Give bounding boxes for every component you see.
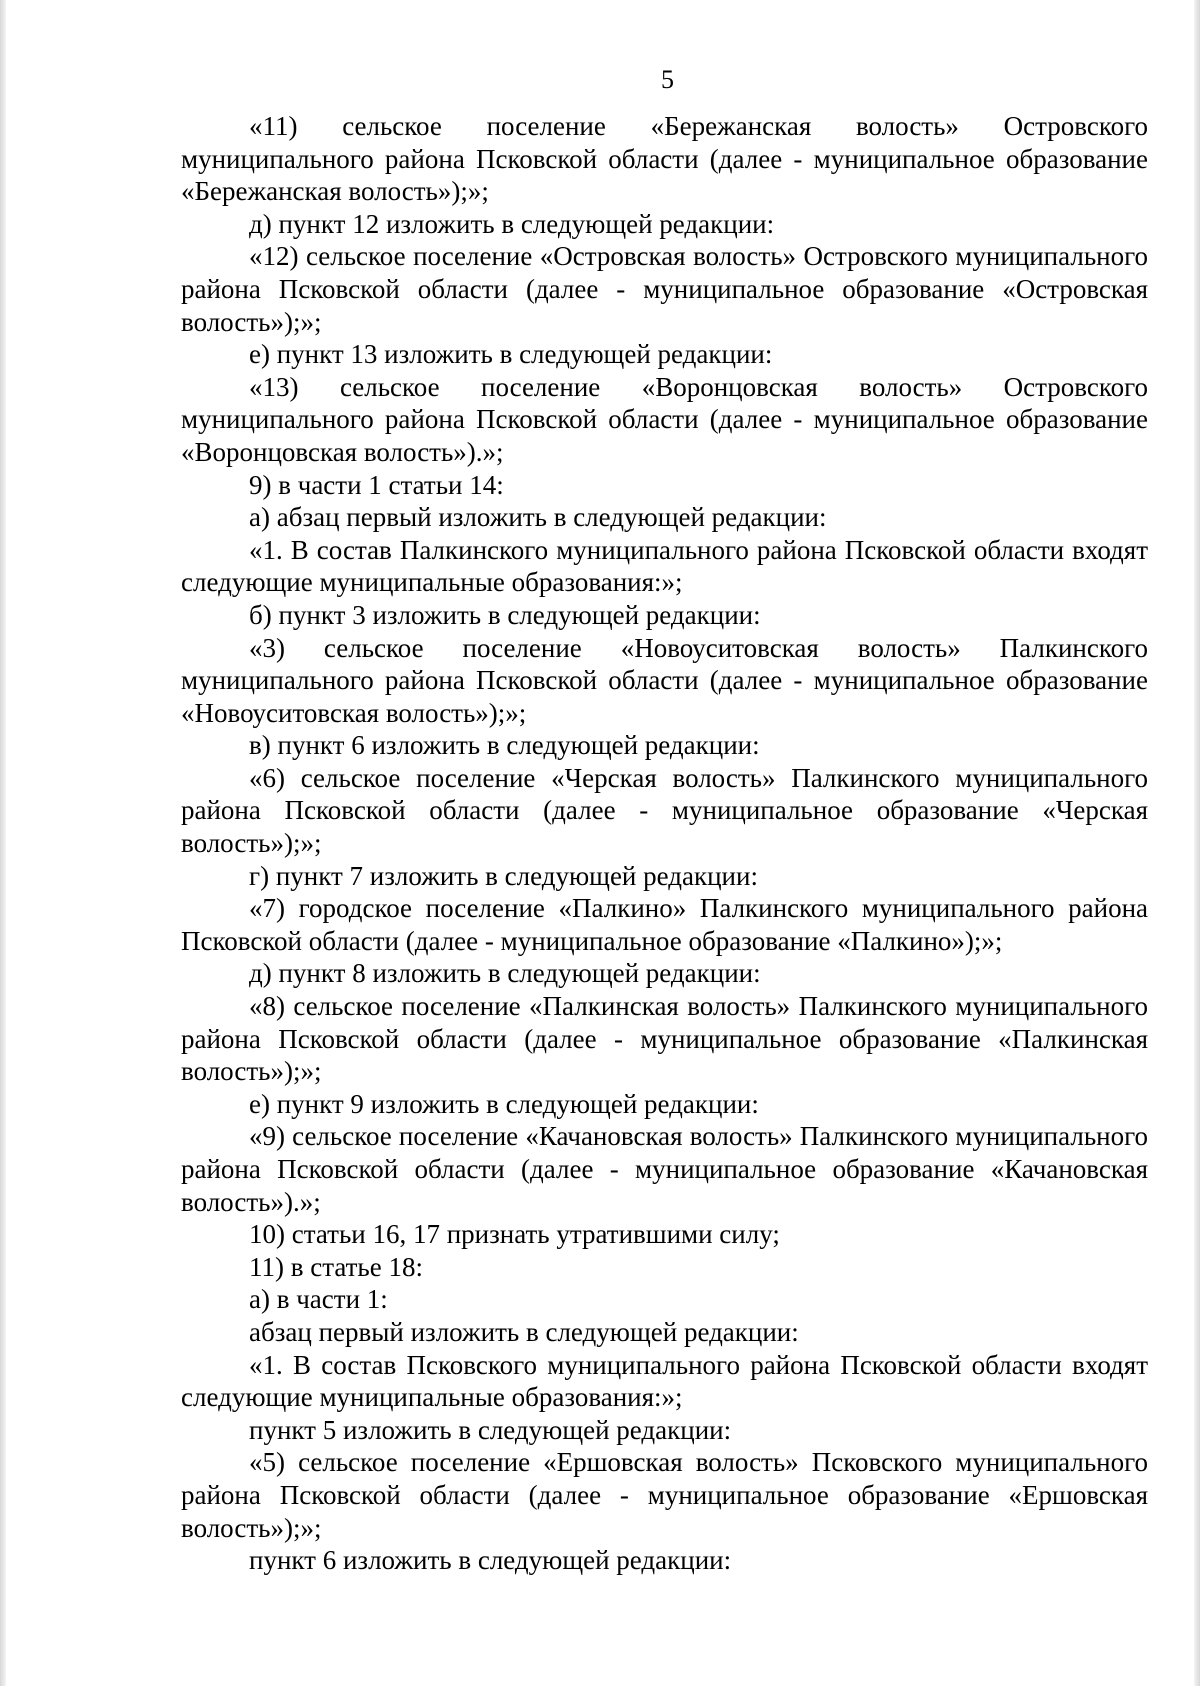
paragraph: пункт 5 изложить в следующей редакции: [249,1414,732,1445]
paragraph: «1. В состав Псковского муниципального района Псковской области входят следующие муниципальные образования:»; [181,1349,1148,1413]
paragraph: е) пункт 13 изложить в следующей редакции: [249,339,773,370]
paragraph: д) пункт 12 изложить в следующей редакции: [249,208,775,239]
page-number: 5 [661,65,674,94]
paragraph: «5) сельское поселение «Ершовская волость» Псковского муниципального района Псковской области (далее - муниципальное образование «Ершовская волость»);»; [181,1447,1148,1543]
paragraph: «6) сельское поселение «Черская волость» Палкинского муниципального района Псковской области (далее - муниципальное образование «Черская волость»);»; [181,762,1148,859]
paragraph: «12) сельское поселение «Островская волость» Островского муниципального района Псковской области (далее - муниципальное образование «Островская волость»);»; [181,241,1148,337]
paragraph: б) пункт 3 изложить в следующей редакции: [249,599,761,630]
paragraph: «3) сельское поселение «Новоуситовская волость» Палкинского муниципального района Псковской области (далее - муниципальное образование «Новоуситовская волость»);»; [181,632,1148,728]
paragraph: а) в части 1: [249,1284,388,1315]
scan-edge-left [0,0,6,1686]
paragraph: абзац первый изложить в следующей редакции: [249,1316,799,1347]
paragraph: пункт 6 изложить в следующей редакции: [249,1545,732,1576]
paragraph: д) пункт 8 изложить в следующей редакции: [249,958,761,989]
paragraph: «8) сельское поселение «Палкинская волость» Палкинского муниципального района Псковской области (далее - муниципальное образование «Палкинская волость»);»; [181,991,1148,1087]
document-body [181,110,1148,1577]
paragraph: а) абзац первый изложить в следующей редакции: [249,502,827,533]
scan-edge-right [1194,0,1200,1686]
paragraph: 10) статьи 16, 17 признать утратившими силу; [249,1219,780,1250]
paragraph: е) пункт 9 изложить в следующей редакции: [249,1088,759,1119]
paragraph: «11) сельское поселение «Бережанская волость» Островского муниципального района Псковской области (далее - муниципальное образование «Бережанская волость»);»; [181,111,1148,207]
paragraph: 11) в статье 18: [249,1251,423,1282]
paragraph: в) пункт 6 изложить в следующей редакции: [249,730,760,761]
paragraph: «13) сельское поселение «Воронцовская волость» Островского муниципального района Псковской области (далее - муниципальное образование «Воронцовская волость»).»; [181,371,1148,467]
paragraph: г) пункт 7 изложить в следующей редакции: [249,860,758,891]
paragraph: «1. В состав Палкинского муниципального района Псковской области входят следующие муниципальные образования:»; [181,534,1148,598]
paragraph: 9) в части 1 статьи 14: [249,469,504,500]
paragraph: «7) городское поселение «Палкино» Палкинского муниципального района Псковской области (далее - муниципальное образование «Палкино»);»; [181,893,1148,956]
paragraph: «9) сельское поселение «Качановская волость» Палкинского муниципального района Псковской области (далее - муниципальное образование «Качановская волость»).»; [181,1121,1148,1217]
